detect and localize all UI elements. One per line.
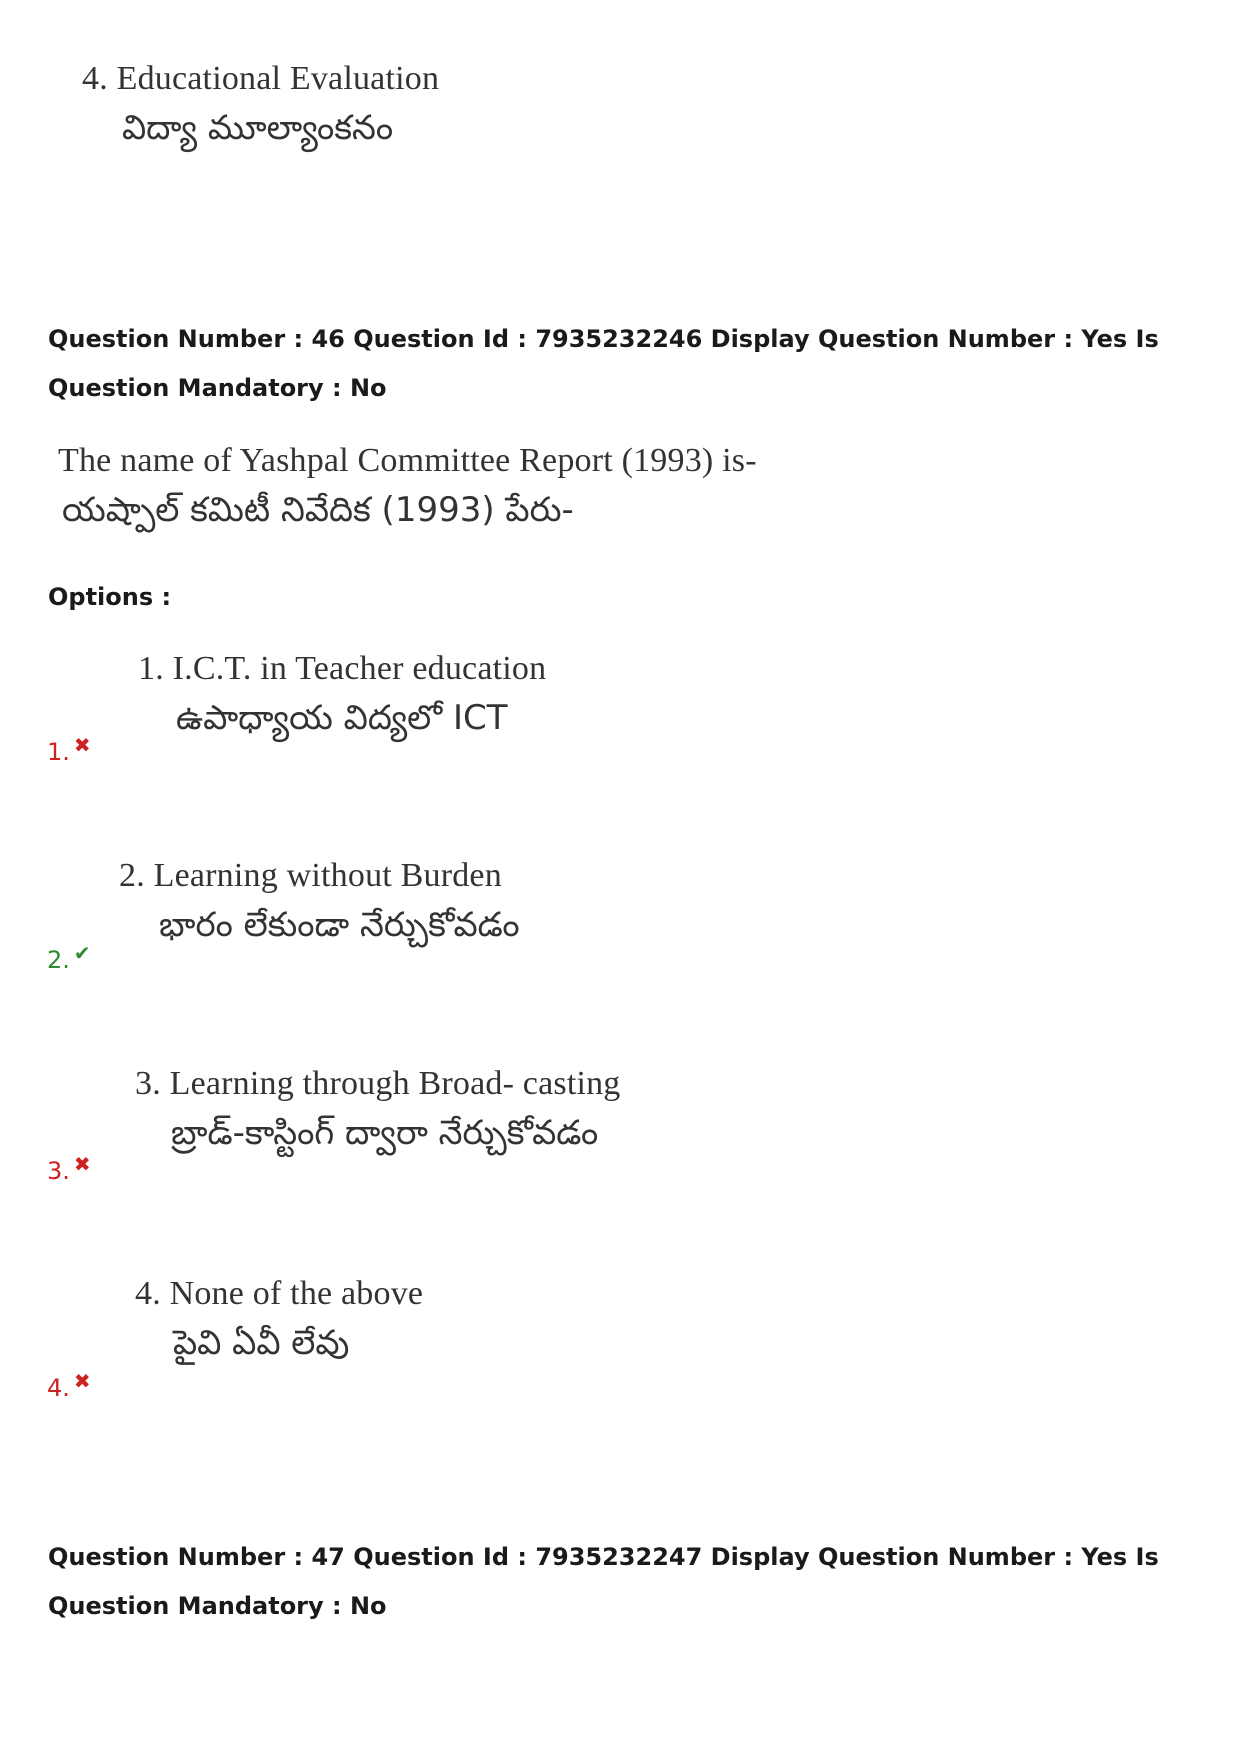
option-4-telugu: పైవి ఏవీ లేవు (173, 1322, 350, 1363)
option-3-image (135, 1063, 621, 1154)
cross-icon: ✖ (73, 1369, 91, 1393)
checkmark-icon: ✔ (73, 941, 91, 965)
cross-icon: ✖ (73, 1152, 91, 1176)
option-2-marker (47, 941, 91, 974)
option-1-marker (47, 733, 91, 766)
prev-option-4-english: 4. Educational Evaluation (82, 60, 440, 97)
options-label: Options : (48, 583, 172, 611)
option-2-english: 2. Learning without Burden (119, 857, 502, 894)
option-1-image (138, 648, 546, 739)
question-46-meta (48, 315, 1208, 413)
prev-option-4-image (82, 58, 439, 149)
option-2-image (119, 855, 520, 946)
prev-option-4-telugu: విద్యా మూల్యాంకనం (122, 107, 394, 148)
option-1-english: 1. I.C.T. in Teacher education (138, 650, 547, 687)
question-47-meta-text: Question Number : 47 Question Id : 7935232247 Display Question Number : Yes Is Question Mandatory : No (48, 1543, 1159, 1620)
question-46-image (58, 440, 757, 531)
option-4-english: 4. None of the above (135, 1275, 424, 1312)
option-3-english: 3. Learning through Broad- casting (135, 1065, 621, 1102)
cross-icon: ✖ (73, 733, 91, 757)
option-1-telugu: ఉపాధ్యాయ విద్యలో ICT (176, 697, 508, 738)
option-3-marker (47, 1152, 91, 1185)
question-46-english: The name of Yashpal Committee Report (1993) is- (58, 442, 757, 479)
option-3-number: 3. (47, 1157, 70, 1185)
question-47-meta (48, 1533, 1208, 1631)
option-3-telugu: బ్రాడ్-కాస్టింగ్ ద్వారా నేర్చుకోవడం (171, 1112, 599, 1153)
question-46-meta-text: Question Number : 46 Question Id : 7935232246 Display Question Number : Yes Is Question Mandatory : No (48, 325, 1159, 402)
option-2-number: 2. (47, 946, 70, 974)
option-4-number: 4. (47, 1374, 70, 1402)
option-4-marker (47, 1369, 91, 1402)
option-4-image (135, 1273, 423, 1364)
question-46-telugu: యష్పాల్ కమిటీ నివేదిక (1993) పేరు- (62, 489, 574, 530)
option-1-number: 1. (47, 738, 70, 766)
option-2-telugu: భారం లేకుండా నేర్చుకోవడం (159, 904, 520, 945)
